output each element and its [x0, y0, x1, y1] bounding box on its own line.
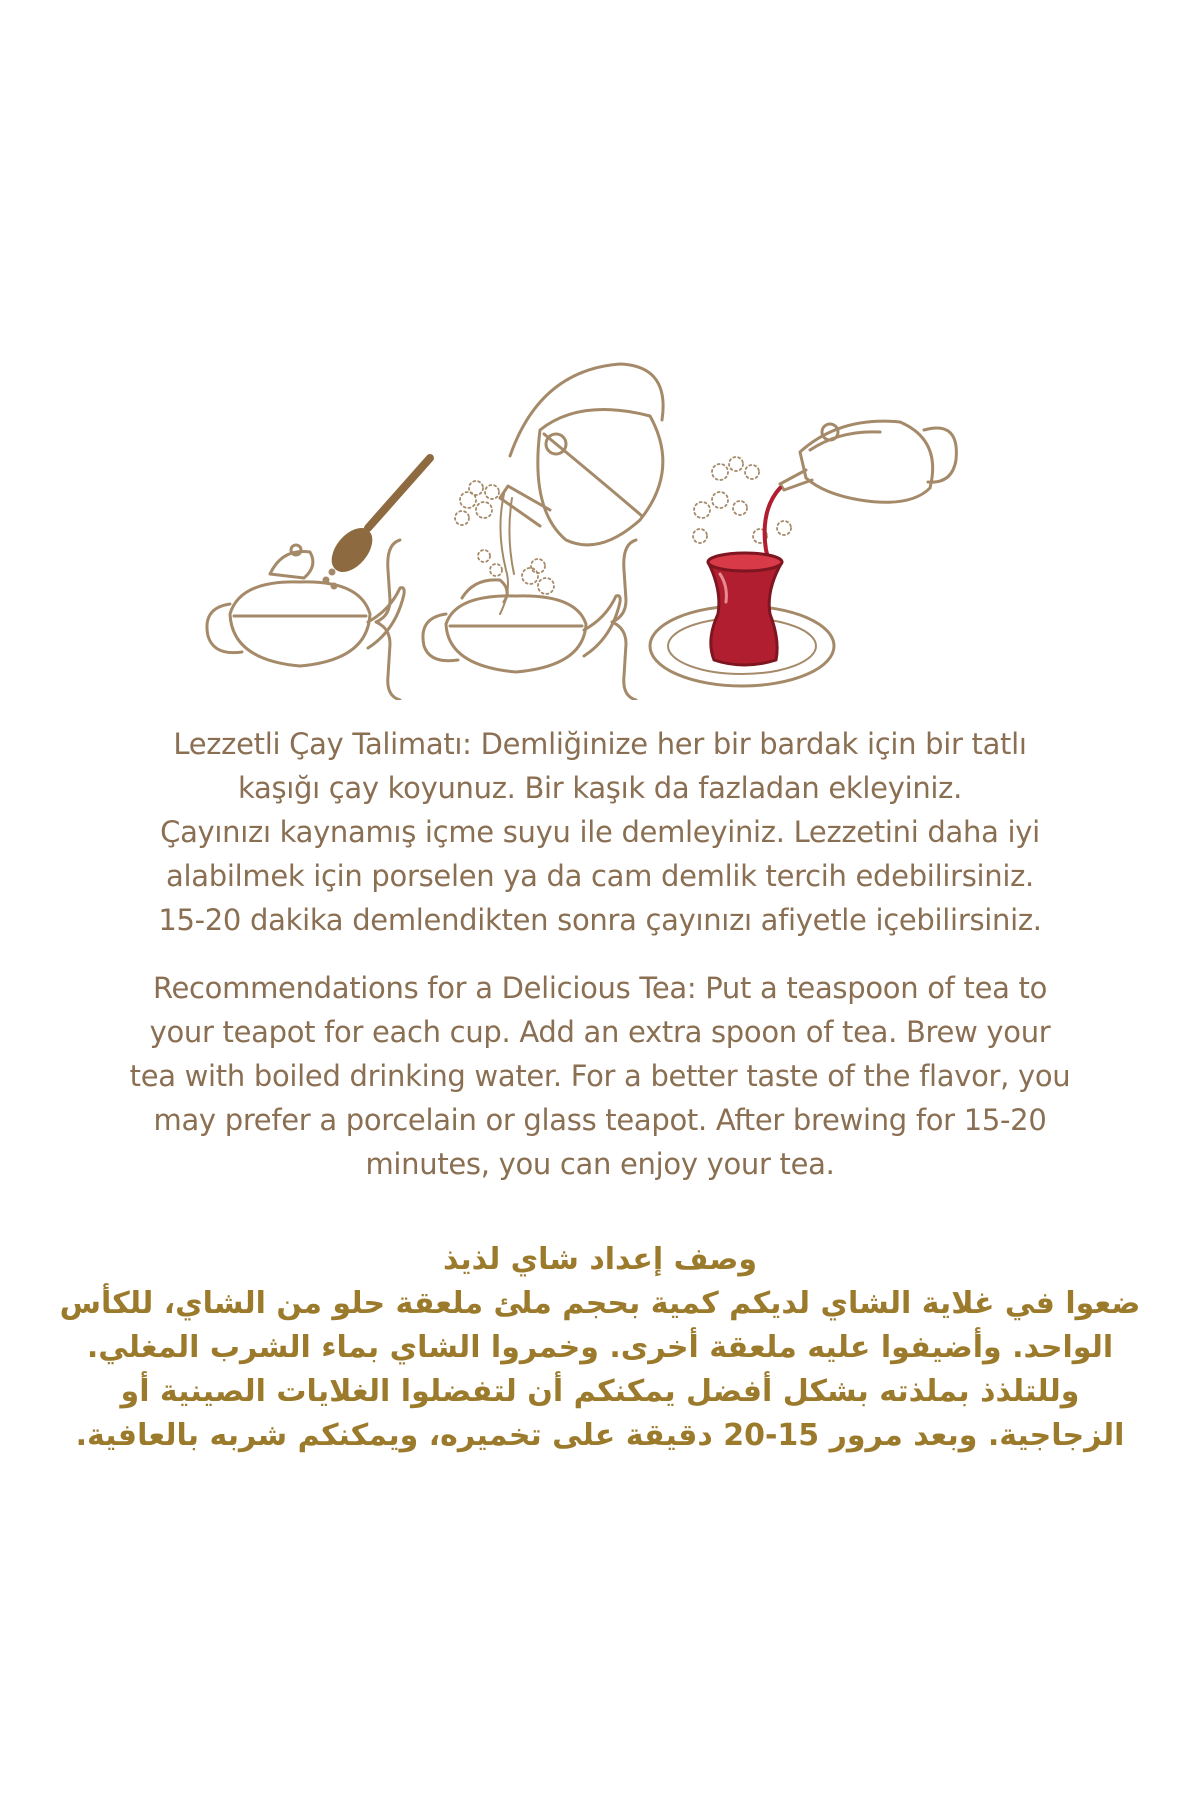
text-line: الزجاجية. وبعد مرور 15-20 دقيقة على تخميره، ويمكنكم شربه بالعافية.	[75, 1418, 1125, 1453]
teapot-pouring-icon	[762, 421, 956, 596]
text-line: ضعوا في غلاية الشاي لديكم كمية بحجم ملئ ملعقة حلو من الشاي، للكأس	[59, 1286, 1141, 1321]
steam-icon	[455, 481, 554, 594]
text-line: kaşığı çay koyunuz. Bir kaşık da fazladan ekleyiniz.	[237, 771, 963, 805]
text-line: Çayınızı kaynamış içme suyu ile demleyiniz. Lezzetini daha iyi	[160, 815, 1040, 849]
steam-icon	[693, 457, 791, 543]
brace-icon	[612, 540, 636, 700]
text-line: Lezzetli Çay Talimatı: Demliğinize her bir bardak için bir tatlı	[173, 727, 1027, 761]
text-line: Recommendations for a Delicious Tea: Put a teaspoon of tea to	[152, 971, 1048, 1005]
text-line: وللتلذذ بملذته بشكل أفضل يمكنكم أن لتفضلوا الغلايات الصينية أو	[120, 1374, 1080, 1409]
text-line: tea with boiled drinking water. For a better taste of the flavor, you	[129, 1059, 1071, 1093]
teapot-with-spoon-icon	[207, 458, 430, 666]
brace-icon	[376, 540, 400, 700]
turkish-instructions	[0, 722, 1200, 942]
text-line: 15-20 dakika demlendikten sonra çayınızı afiyetle içebilirsiniz.	[158, 903, 1042, 937]
text-line: alabilmek için porselen ya da cam demlik tercih edebilirsiniz.	[166, 859, 1034, 893]
arabic-instructions	[0, 1238, 1200, 1458]
text-line: your teapot for each cup. Add an extra spoon of tea. Brew your	[149, 1015, 1051, 1049]
tea-glass-icon	[650, 553, 834, 686]
brewing-steps-illustration	[200, 360, 1040, 700]
arabic-title: وصف إعداد شاي لذيذ	[443, 1242, 757, 1277]
text-line: minutes, you can enjoy your tea.	[365, 1147, 835, 1181]
text-line: الواحد. وأضيفوا عليه ملعقة أخرى. وخمروا الشاي بماء الشرب المغلي.	[86, 1330, 1114, 1365]
english-instructions	[0, 966, 1200, 1186]
teapot-steaming-icon	[423, 580, 620, 672]
text-line: may prefer a porcelain or glass teapot. After brewing for 15-20	[153, 1103, 1047, 1137]
kettle-pouring-icon	[500, 364, 663, 614]
